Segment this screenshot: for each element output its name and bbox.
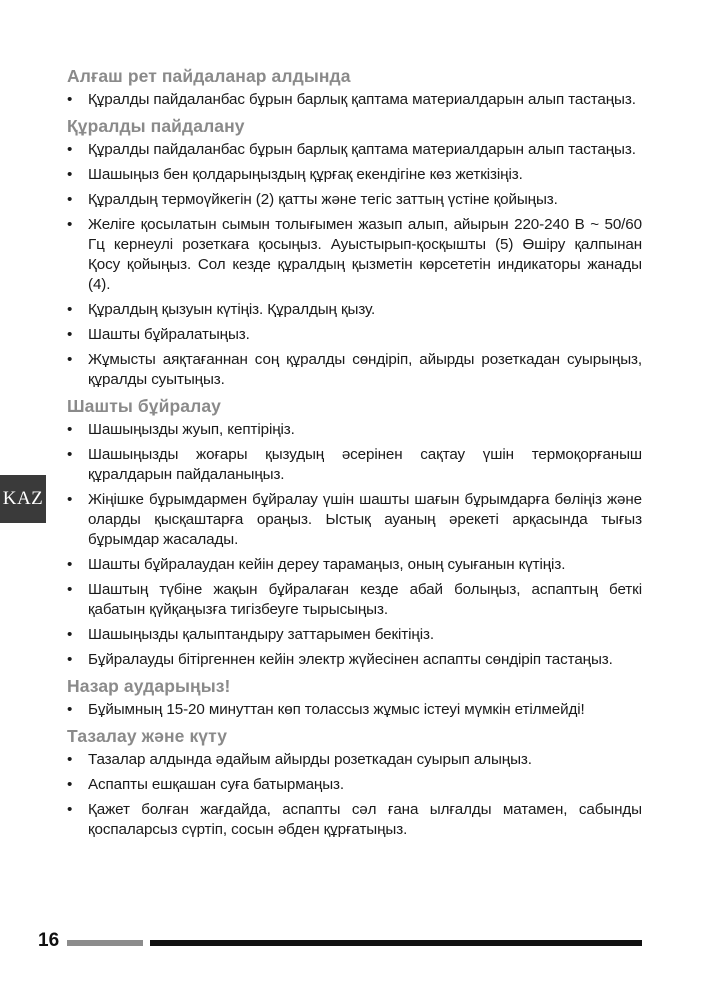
list-item [67, 555, 642, 575]
list-item-text: Аспапты ешқашан суға батырмаңыз. [88, 776, 345, 793]
list-item [67, 700, 642, 720]
bullet-dot-icon: • [67, 141, 73, 158]
bullet-dot-icon: • [67, 166, 73, 183]
list-item-text: Қажет болған жағдайда, аспапты сәл ғана ылғалды матамен, сабынды қоспаларсыз сүртіп, сосын әбден құрғатыңыз. [88, 801, 642, 838]
list-item-text: Тазалар алдында әдайым айырды розеткадан суырып алыңыз. [88, 751, 532, 768]
list-item [67, 350, 642, 390]
list-item-text: Жіңішке бұрымдармен бұйралау үшін шашты шағын бұрымдарға бөліңіз және оларды қысқаштарға ораңыз. Ыстық ауаның әрекеті арқасында тығыз бұрымдар жасалады. [88, 491, 642, 548]
section-heading-cleaning-care: Тазалау және күту [67, 726, 228, 746]
footer-bar-black [150, 940, 642, 946]
bullet-list-attention [67, 700, 642, 720]
bullet-dot-icon: • [67, 446, 73, 463]
bullet-dot-icon: • [67, 216, 73, 233]
list-item-text: Шашты бұйралатыңыз. [88, 326, 250, 343]
bullet-dot-icon: • [67, 651, 73, 668]
list-item-text: Шашты бұйралаудан кейін дереу тарамаңыз, оның суығанын күтіңіз. [88, 556, 566, 573]
bullet-dot-icon: • [67, 351, 73, 368]
list-item [67, 90, 642, 110]
list-item [67, 190, 642, 210]
bullet-dot-icon: • [67, 801, 73, 818]
list-item-text: Жұмысты аяқтағаннан соң құралды сөндіріп, айырды розеткадан суырыңыз, құралды суытыңыз. [88, 351, 642, 388]
section-heading-hair-curling: Шашты бұйралау [67, 396, 221, 416]
list-item-text: Құралдың қызуын күтіңіз. Құралдың қызу. [88, 301, 376, 318]
bullet-list-using-device [67, 140, 642, 390]
bullet-dot-icon: • [67, 751, 73, 768]
list-item-text: Бұйралауды бітіргеннен кейін электр жүйесінен аспапты сөндіріп тастаңыз. [88, 651, 613, 668]
bullet-dot-icon: • [67, 581, 73, 598]
bullet-list-before-first-use [67, 90, 642, 110]
section-heading-using-device: Құралды пайдалану [67, 116, 245, 136]
section-heading-attention: Назар аударыңыз! [67, 676, 231, 696]
bullet-dot-icon: • [67, 701, 73, 718]
bullet-list-hair-curling [67, 420, 642, 670]
bullet-dot-icon: • [67, 491, 73, 508]
list-item [67, 580, 642, 620]
list-item-text: Шашыңызды жоғары қызудың әсерінен сақтау үшін термоқорғаныш құралдарын пайдаланыңыз. [88, 446, 642, 483]
bullet-dot-icon: • [67, 91, 73, 108]
list-item [67, 445, 642, 485]
list-item-text: Құралды пайдаланбас бұрын барлық қаптама материалдарын алып тастаңыз. [88, 141, 636, 158]
list-item-text: Құралдың термоүйкегін (2) қатты және тегіс заттың үстіне қойыңыз. [88, 191, 558, 208]
bullet-dot-icon: • [67, 191, 73, 208]
list-item-text: Шашыңыз бен қолдарыңыздың құрғақ екендігіне көз жеткізіңіз. [88, 166, 523, 183]
list-item-text: Шашыңызды жуып, кептіріңіз. [88, 421, 295, 438]
bullet-dot-icon: • [67, 421, 73, 438]
list-item-text: Бұйымның 15-20 минуттан көп толассыз жұмыс істеуі мүмкін етілмейді! [88, 701, 585, 718]
list-item-text: Желіге қосылатын сымын толығымен жазып алып, айырын 220-240 В ~ 50/60 Гц кернеулі розеткаға қосыңыз. Ауыстырып-қосқышты (5) Өшіру қалпынан Қосу қойыңыз. Сол кезде құралдың қызметін көрсететін индикаторы жанады (4). [88, 216, 642, 293]
list-item [67, 420, 642, 440]
bullet-dot-icon: • [67, 776, 73, 793]
list-item [67, 625, 642, 645]
bullet-dot-icon: • [67, 326, 73, 343]
list-item [67, 215, 642, 295]
list-item [67, 490, 642, 550]
bullet-list-cleaning-care [67, 750, 642, 840]
list-item-text: Шашыңызды қалыптандыру заттарымен бекітіңіз. [88, 626, 434, 643]
list-item-text: Құралды пайдаланбас бұрын барлық қаптама материалдарын алып тастаңыз. [88, 91, 636, 108]
page-number: 16 [38, 930, 60, 951]
list-item [67, 650, 642, 670]
list-item [67, 165, 642, 185]
manual-content [67, 62, 642, 845]
language-tab-label: KAZ [2, 488, 44, 509]
list-item-text: Шаштың түбіне жақын бұйралаған кезде абай болыңыз, аспаптың беткі қабатын қүйқаңызға тигізбеуге тырысыңыз. [88, 581, 642, 618]
bullet-dot-icon: • [67, 301, 73, 318]
list-item [67, 325, 642, 345]
bullet-dot-icon: • [67, 556, 73, 573]
language-tab [0, 475, 46, 523]
list-item [67, 140, 642, 160]
footer-bar-grey [67, 940, 143, 946]
section-heading-before-first-use: Алғаш рет пайдаланар алдында [67, 66, 351, 86]
bullet-dot-icon: • [67, 626, 73, 643]
list-item [67, 800, 642, 840]
list-item [67, 300, 642, 320]
list-item [67, 750, 642, 770]
list-item [67, 775, 642, 795]
